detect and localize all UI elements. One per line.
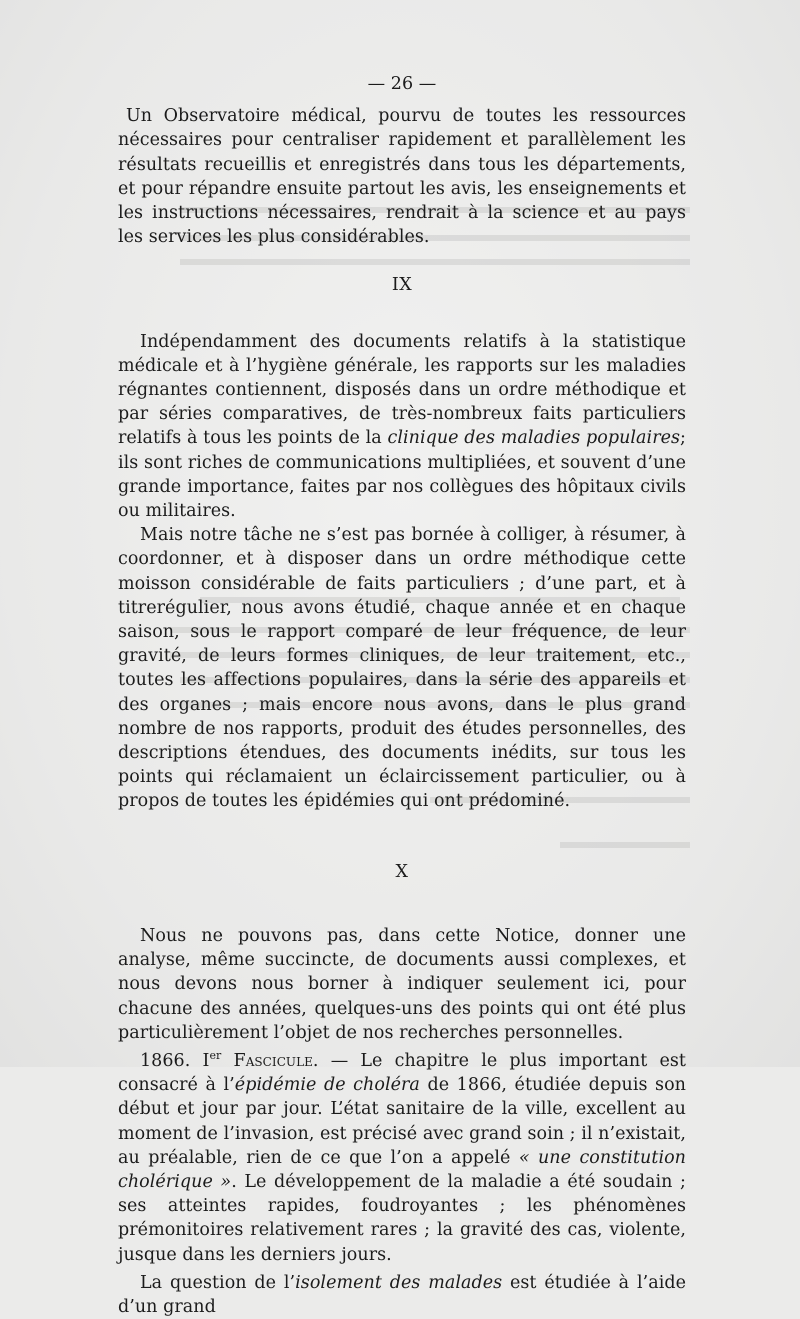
fascicule-label: Fascicule. [233,1050,319,1071]
section-heading-x: X [395,861,409,882]
italic-text-run: clinique des maladies populaires [387,428,681,449]
fascicule-ordinal: I [202,1050,210,1071]
italic-text-run: isolement des malades [295,1272,503,1293]
ordinal-superscript: er [209,1049,222,1063]
text-run: de 1866, étudiée depuis son début et jour par jour. L’état sanitaire de la ville, excellent au moment de l’invasion, est précisé avec grand soin ; il n’existait, au préalable, rien de ce que l’on a appelé [118,1075,686,1168]
text-run: La question de l’ [140,1272,296,1293]
text-run: ; ils sont riches de communications multipliées, et souvent d’une grande importance, faites par nos collègues des hôpitaux civils ou militaires. [118,428,686,522]
italic-text-run: épidémie de choléra [234,1075,420,1096]
paragraph-observatoire: Un Observatoire médical, pourvu de toutes les ressources nécessaires pour centraliser rapidement et parallèlement les résultats recueillis et enregistrés dans tous les départements, et pour répandre ensuite partout les avis, les enseignements et les instructions nécessaires, rendrait à la science et au pays les services les plus considérables. [118,106,686,248]
paragraph-notre-tache: Mais notre tâche ne s’est pas bornée à colliger, à résumer, à coordonner, et à disposer dans un ordre méthodique cette moisson considérable de faits particuliers ; d’une part, et à titrerégulier, nous avons étudié, chaque année et en chaque saison, sous le rapport comparé de leur fréquence, de leur gravité, de leurs formes cliniques, de leur traitement, etc., toutes les affections populaires, dans la série des appareils et des organes ; mais encore nous avons, dans le plus grand nombre de nos rapports, produit des études personnelles, des descriptions étendues, des documents inédits, sur tous les points qui réclamaient un éclaircissement particulier, ou à propos de toutes les épidémies qui ont prédominé. [118,525,686,812]
paragraph-isolement [118,1271,686,1319]
paragraph-1866 [118,1049,686,1267]
year-label: 1866. [140,1050,203,1071]
text-run: . Le développement de la maladie a été soudain ; ses atteintes rapides, foudroyantes ; les phénomènes prémonitoires relativement rares ; la gravité des cas, violente, jusque dans les derniers jours. [118,1171,686,1265]
text-run: — Le chapitre le plus important est consacré à l’ [118,1050,686,1096]
paragraph-independamment [118,330,686,524]
section-heading-ix: IX [391,275,413,296]
page-number: — 26 — [367,74,437,94]
paragraph-notice: Nous ne pouvons pas, dans cette Notice, donner une analyse, même succincte, de documents aussi complexes, et nous devons nous borner à indiquer seulement ici, pour chacune des années, quelques-uns des points qui ont été plus particulièrement l’objet de nos recherches personnelles. [118,925,686,1043]
text-run: Indépendamment des documents relatifs à la statistique médicale et à l’hygiène générale, les rapports sur les maladies régnantes contiennent, disposés dans un ordre méthodique et par séries comparatives, de très-nombreux faits particuliers relatifs à tous les points de la [118,331,686,449]
text-run: est étudiée à l’aide d’un grand [118,1272,686,1317]
page-content [118,72,686,1319]
italic-text-run: « une constitution cholérique » [118,1147,686,1192]
